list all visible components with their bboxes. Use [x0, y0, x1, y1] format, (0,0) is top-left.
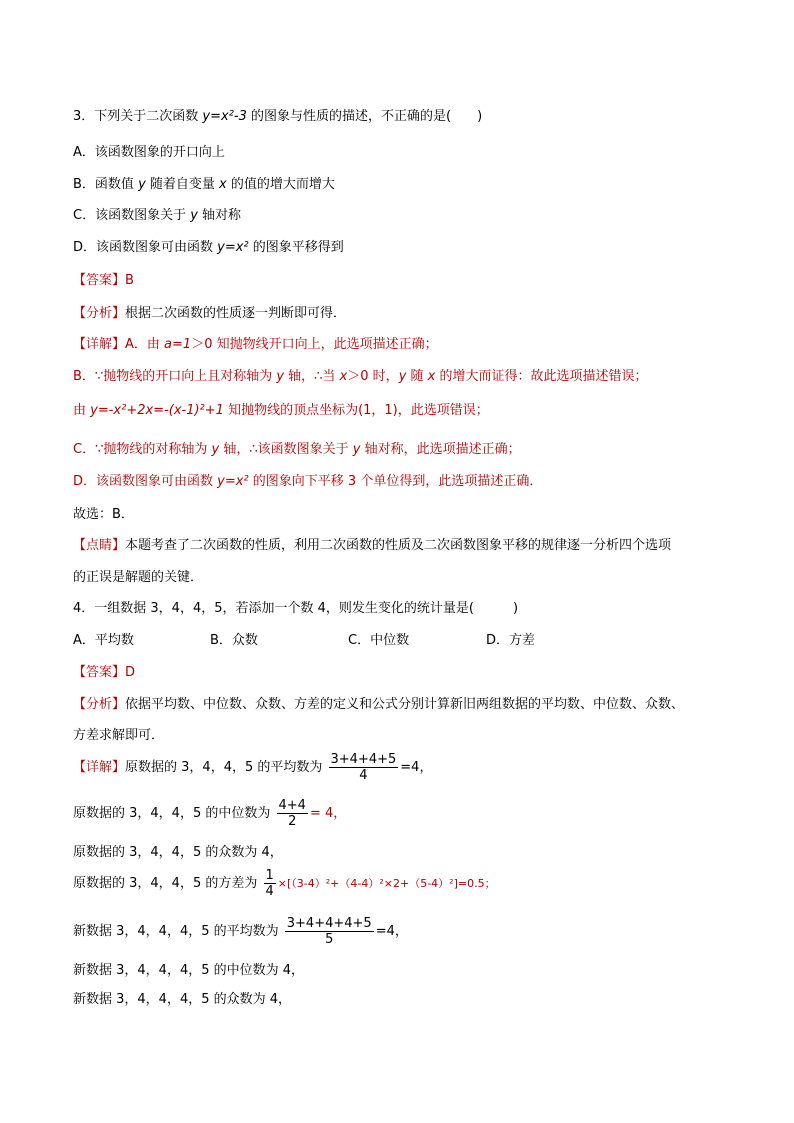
- q3-detail-b: B．∵抛物线的开口向上且对称轴为 y 轴，∴当 x＞0 时，y 随 x 的增大而证得：故此选项描述错误；: [73, 369, 648, 384]
- q4-detail-mean-new: 新数据 3，4，4，4，5 的平均数为 $\frac{3+4+4+4+5}{5}$ =4，: [73, 916, 408, 947]
- q3-option-d: D．该函数图象可由函数 y=x² 的图象平移得到: [73, 240, 344, 255]
- q3-answer: 【答案】B: [73, 273, 134, 288]
- q3-comment-cont: 的正误是解题的关键．: [73, 570, 204, 585]
- q3-detail-d: D．该函数图象可由函数 y=x² 的图象向下平移 3 个单位得到，此选项描述正确．: [73, 474, 543, 489]
- q4-detail-mode-old: 原数据的 3，4，4，5 的众数为 4，: [73, 845, 283, 860]
- q4-detail-median-old: 原数据的 3，4，4，5 的中位数为 $\frac{4+4}{2}$ = 4，: [73, 798, 347, 829]
- q4-detail-mean-old: 【详解】原数据的 3，4，4，5 的平均数为 $\frac{3+4+4+5}{4}$ =4，: [73, 752, 433, 783]
- q3-stem: 3．下列关于二次函数 y=x²-3 的图象与性质的描述，不正确的是( ): [73, 109, 483, 124]
- q3-detail-a: 【详解】A．由 a=1＞0 知抛物线开口向上，此选项描述正确；: [73, 337, 438, 352]
- q3-comment: 【点睛】本题考查了二次函数的性质，利用二次函数的性质及二次函数图象平移的规律逐一分析四个选项: [73, 538, 672, 553]
- q4-option-b: B．众数: [210, 633, 258, 648]
- q4-option-a: A．平均数: [73, 633, 134, 648]
- q3-option-a: A．该函数图象的开口向上: [73, 145, 225, 160]
- q4-detail-median-new: 新数据 3，4，4，4，5 的中位数为 4，: [73, 963, 305, 978]
- fraction: $\frac{1}{4}$: [265, 868, 274, 899]
- q3-detail-vertex: 由 y=-x²+2x=-(x-1)²+1 知抛物线的顶点坐标为(1，1)，此选项错误；: [73, 403, 489, 418]
- fraction: $\frac{3+4+4+4+5}{5}$: [286, 916, 372, 947]
- q4-detail-variance-old: 原数据的 3，4，4，5 的方差为 $\frac{1}{4}$ ×[（3-4）²+（4-4）²×2+（5-4）²]=0.5；: [73, 868, 496, 899]
- q3-conclusion: 故选：B．: [73, 507, 134, 522]
- q3-option-c: C．该函数图象关于 y 轴对称: [73, 208, 242, 223]
- fraction: $\frac{4+4}{2}$: [278, 798, 306, 829]
- q4-detail-mode-new: 新数据 3，4，4，4，5 的众数为 4，: [73, 992, 292, 1007]
- q4-analysis-cont: 方差求解即可．: [73, 728, 165, 743]
- q4-answer: 【答案】D: [73, 665, 136, 680]
- q4-analysis: 【分析】依据平均数、中位数、众数、方差的定义和公式分别计算新旧两组数据的平均数、中位数、众数、: [73, 697, 685, 712]
- q4-stem: 4．一组数据 3，4，4，5，若添加一个数 4，则发生变化的统计量是( ): [73, 601, 519, 616]
- q3-option-b: B．函数值 y 随着自变量 x 的值的增大而增大: [73, 177, 335, 192]
- fraction: $\frac{3+4+4+5}{4}$: [330, 752, 397, 783]
- q4-option-c: C．中位数: [348, 633, 410, 648]
- q3-detail-c: C．∵抛物线的对称轴为 y 轴，∴该函数图象关于 y 轴对称，此选项描述正确；: [73, 442, 521, 457]
- q3-analysis: 【分析】根据二次函数的性质逐一判断即可得．: [73, 306, 347, 321]
- q4-option-d: D．方差: [486, 633, 536, 648]
